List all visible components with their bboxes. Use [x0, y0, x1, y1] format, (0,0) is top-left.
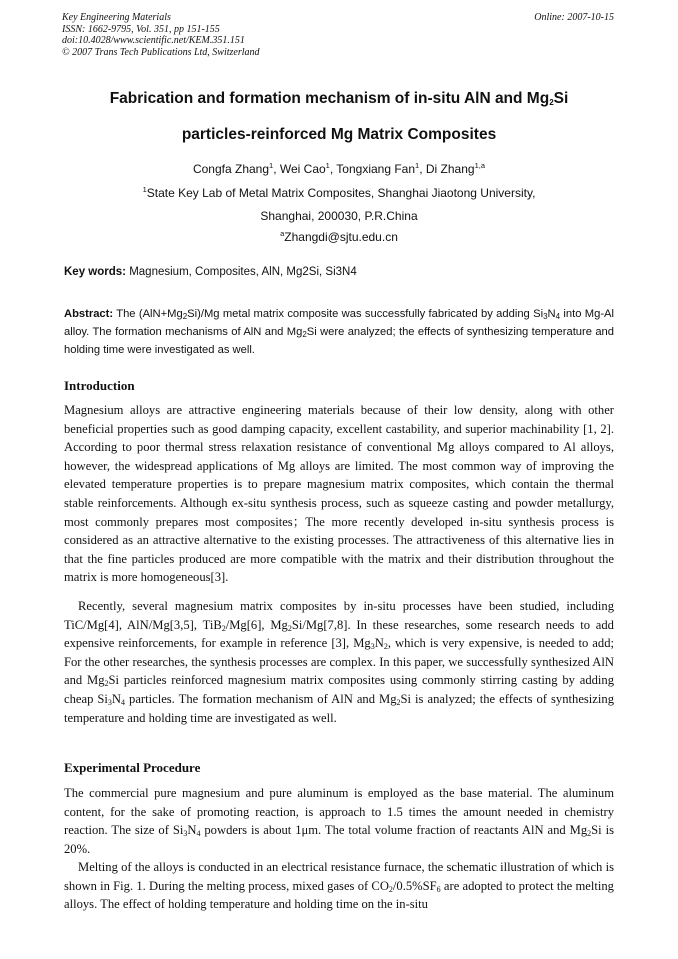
paper-title-line2: particles-reinforced Mg Matrix Composites [181, 126, 497, 143]
experimental-paragraph-2: Melting of the alloys is conducted in an electrical resistance furnace, the schematic illustration of which is shown in Fig. 1. During the melting process, mixed gases of $CO_2/0.5\%SF_6$ are adopted to protect the melting alloys. The effect of holding temperature and holding time on the in-situ [64, 860, 614, 912]
author-list: Congfa Zhang$^1$, Wei Cao$^1$, Tongxiang Fan$^1$, Di Zhang$^{1,a}$ [192, 161, 486, 176]
author: Tongxiang Fan [336, 162, 416, 176]
intro-paragraph-2: Recently, several magnesium matrix composites by in-situ processes have been studied, including TiC/Mg[4], AlN/Mg[3,5], TiB$_2$/Mg[6], $Mg_2Si/Mg[7,8]$. In these researches, some research needs to add expensive reinforcements, for example in reference [3], $Mg_3N_2$, which is very expensive, is needed to add; For the other researches, the synthesis processes are complex. In this paper, we successfully synthesized AlN and $Mg_2Si$ particles reinforced magnesium matrix composites using commonly stirring casting by adding cheap $Si_3N_4$ particles. The formation mechanism of AlN and $Mg_2Si$ is analyzed; the effects of synthesizing temperature and holding time are investigated as well. [64, 599, 615, 725]
keywords [64, 266, 614, 278]
author: Congfa Zhang [192, 162, 270, 176]
abstract-label: Abstract: [64, 308, 114, 320]
author: Wei Cao [279, 162, 326, 176]
author-email: $^a$Zhangdi@sjtu.edu.cn [280, 229, 398, 244]
intro-paragraph-1: Magnesium alloys are attractive engineering materials because of their low density, along with other beneficial properties such as good damping capacity, excellent castability, and superior machinability [1, 2]. According to poor thermal stress relaxation resistance of conventional Mg alloys compared to Al alloys, however, the widespread applications of Mg alloys are limited. The most common way of improving the elevated temperature properties is to prepare magnesium matrix composites, which contain the thermal stable reinforcements. Although ex-situ synthesis process, such as squeeze casting and powder metallurgy, most commonly prepares most composites；The more recently developed in-situ synthesis process is considered as an attractive alternative to the existing processes. The attractiveness of this alternative lies in that the fine particles produced are more compatible with the matrix and their distribution throughout the matrix is more homogeneous[3]. [64, 403, 614, 585]
online-date: Online: 2007-10-15 [534, 12, 614, 23]
author: Di Zhang [425, 162, 475, 176]
journal-name: Key Engineering Materials [62, 12, 171, 23]
keywords-text: Magnesium, Composites, AlN, Mg2Si, Si3N4 [129, 266, 357, 278]
paper-title-line1: Fabrication and formation mechanism of in-situ AlN and $Mg_2Si$ [109, 90, 569, 107]
affiliation-line2: Shanghai, 200030, P.R.China [260, 209, 418, 223]
issn: ISSN: 1662-9795, Vol. 351, pp 151-155 [62, 23, 220, 35]
experimental-paragraph-1: The commercial pure magnesium and pure aluminum is employed as the base material. The aluminum content, for the sake of promoting reaction, is approach to 1.5 times the amount needed in chemistry reaction. The size of $Si_3N_4$ powders is about 1μm. The total volume fraction of reactants AlN and $Mg_2Si$ is 20%. [64, 786, 614, 856]
doi: doi:10.4028/www.scientific.net/KEM.351.151 [62, 35, 245, 47]
abstract: Abstract: The $(AlN+Mg_2Si)/Mg$ metal matrix composite was successfully fabricated by adding $Si_3N_4$ into Mg-Al alloy. The formation mechanisms of AlN and $Mg_2Si$ were analyzed; the effects of synthesizing temperature and holding time were investigated as well. [64, 308, 615, 356]
section-heading-experimental: Experimental Procedure [64, 760, 201, 775]
keywords-label: Key words: [64, 266, 126, 278]
copyright: © 2007 Trans Tech Publications Ltd, Switzerland [62, 46, 260, 58]
affiliation-line1: $^1$State Key Lab of Metal Matrix Composites, Shanghai Jiaotong University, [142, 185, 536, 200]
journal-header [62, 12, 392, 58]
section-heading-introduction: Introduction [64, 378, 135, 393]
